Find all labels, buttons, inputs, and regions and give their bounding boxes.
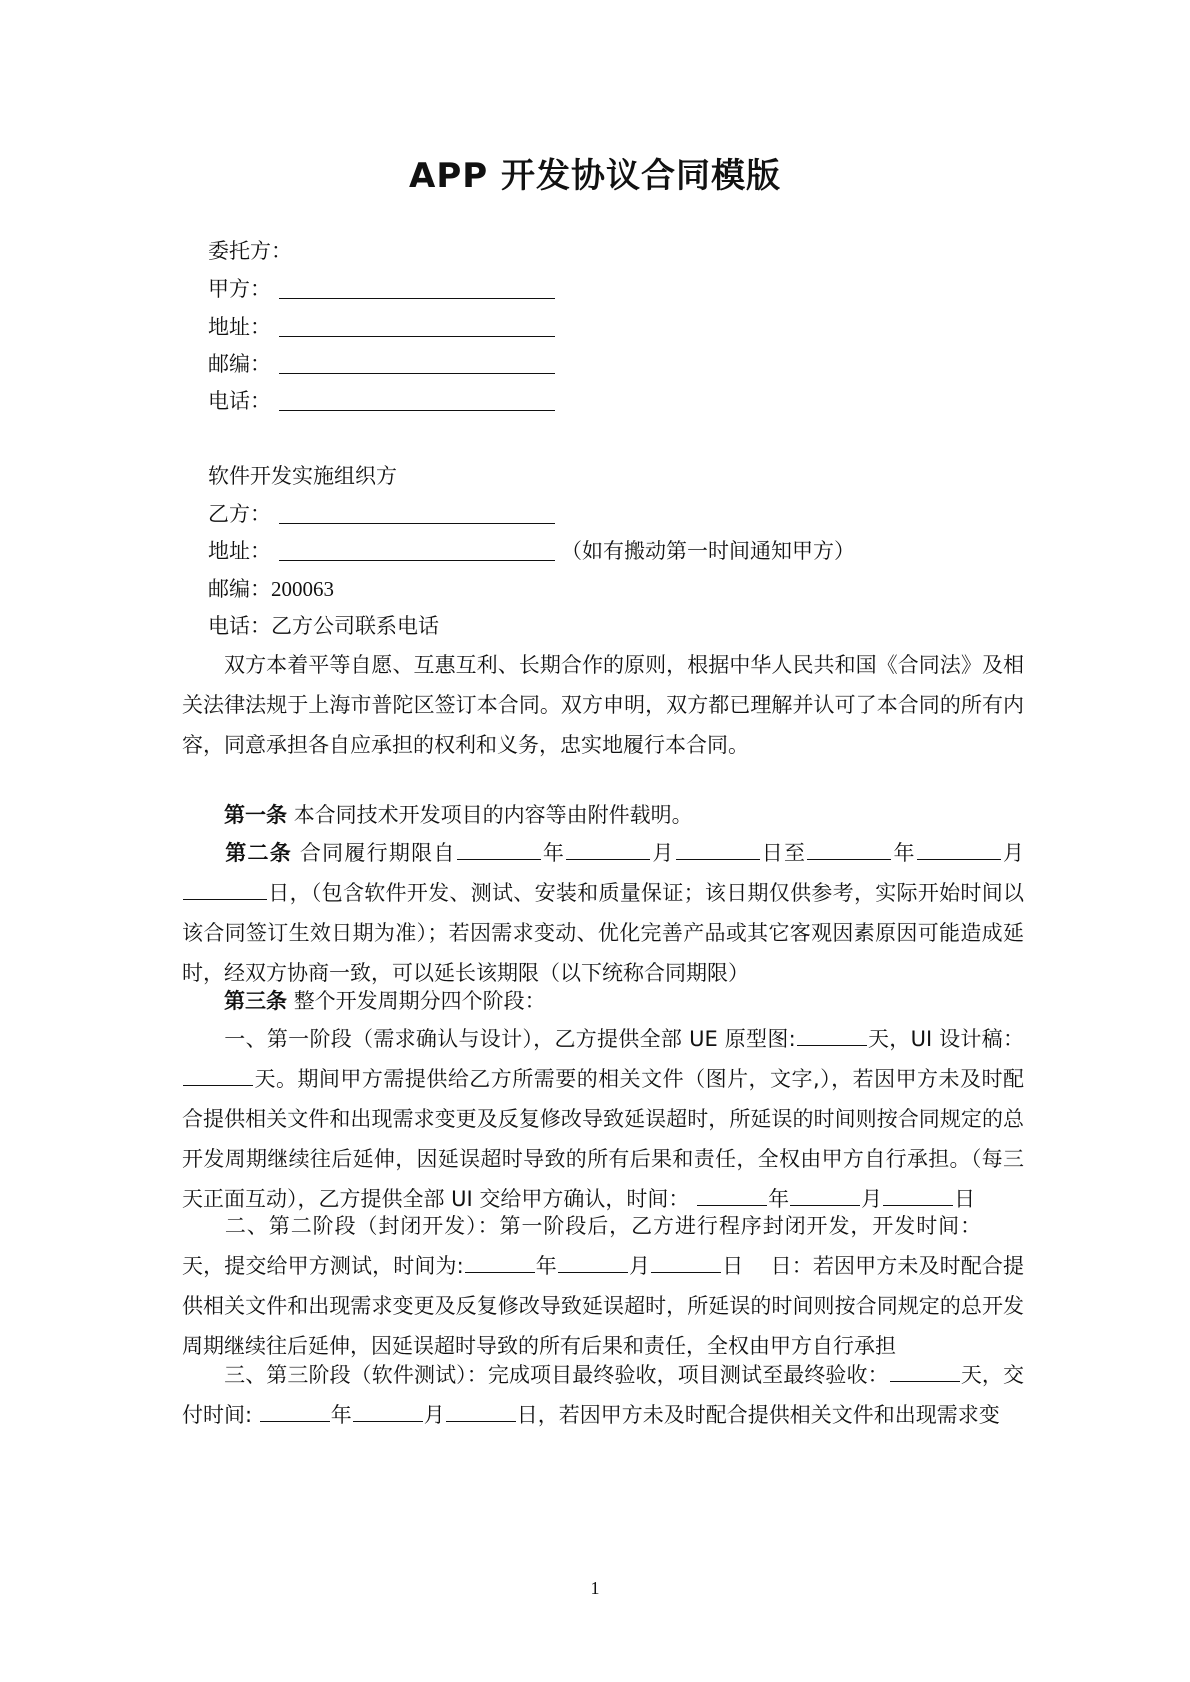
developer-phone-label: 电话： [208, 614, 271, 638]
client-phone-label: 电话： [208, 389, 271, 413]
test-year-blank[interactable] [465, 1248, 535, 1273]
client-phone-blank[interactable] [279, 409, 555, 411]
article-1-text: 本合同技术开发项目的内容等由附件载明。 [293, 803, 693, 827]
developer-postcode-label: 邮编： [208, 577, 271, 601]
developer-address-field [208, 536, 855, 566]
developer-postcode-value: 200063 [271, 577, 334, 601]
stage-1-text-b: 天，UI 设计稿： [867, 1027, 1024, 1051]
ue-days-blank[interactable] [797, 1021, 867, 1046]
article-1-label: 第一条 [224, 803, 287, 827]
article-1 [182, 795, 1024, 835]
year-unit: 年 [768, 1187, 790, 1211]
acceptance-days-blank[interactable] [890, 1357, 960, 1382]
term-end-day-blank[interactable] [183, 875, 267, 900]
client-address-label: 地址： [208, 315, 271, 339]
client-address-field [208, 312, 555, 342]
document-title: APP 开发协议合同模版 [409, 156, 781, 196]
client-heading: 委托方： [208, 239, 292, 263]
developer-party-label: 乙方： [208, 502, 271, 526]
test-month-blank[interactable] [558, 1248, 628, 1273]
stage-3 [182, 1355, 1024, 1435]
year-unit: 年 [892, 841, 916, 865]
preamble-paragraph [182, 645, 1024, 765]
developer-party-field [208, 499, 555, 529]
article-3-label: 第三条 [224, 989, 287, 1013]
developer-heading: 软件开发实施组织方 [208, 464, 397, 488]
developer-address-note: （如有搬动第一时间通知甲方） [561, 539, 855, 563]
year-unit: 年 [330, 1403, 352, 1427]
term-start-day-blank[interactable] [676, 835, 760, 860]
term-start-year-blank[interactable] [457, 835, 541, 860]
article-2 [182, 833, 1024, 993]
delivery-month-blank[interactable] [353, 1397, 423, 1422]
developer-party-blank[interactable] [279, 522, 555, 524]
article-3 [182, 981, 1024, 1021]
stage-1 [182, 1019, 1024, 1219]
stage-2-text-a: 二、第二阶段（封闭开发）：第一阶段后，乙方进行程序封闭开发，开发时间： [224, 1214, 982, 1238]
ui-confirm-day-blank[interactable] [883, 1181, 953, 1206]
month-unit: 月 [423, 1403, 445, 1427]
page-number: 1 [590, 1578, 600, 1598]
client-address-blank[interactable] [279, 335, 555, 337]
month-unit: 月 [628, 1254, 651, 1278]
developer-phone-value: 乙方公司联系电话 [271, 614, 439, 638]
stage-1-text-a: 一、第一阶段（需求确认与设计），乙方提供全部 UE 原型图: [224, 1027, 796, 1051]
developer-address-blank[interactable] [279, 559, 555, 561]
client-party-field [208, 274, 555, 304]
client-postcode-label: 邮编： [208, 352, 271, 376]
client-phone-field [208, 386, 555, 416]
ui-confirm-year-blank[interactable] [697, 1181, 767, 1206]
client-party-label: 甲方： [208, 277, 271, 301]
article-2-text-rest: 日，（包含软件开发、测试、安装和质量保证；该日期仅供参考，实际开始时间以该合同签订生效日期为准）；若因需求变动、优化完善产品或其它客观因素原因可能造成延时，经双方协商一致，可以延长该期限（以下统称合同期限） [182, 881, 1024, 985]
term-end-month-blank[interactable] [917, 835, 1001, 860]
preamble-text: 双方本着平等自愿、互惠互利、长期合作的原则，根据中华人民共和国《合同法》及相关法律法规于上海市普陀区签订本合同。双方申明，双方都已理解并认可了本合同的所有内容，同意承担各自应承担的权利和义务，忠实地履行本合同。 [182, 653, 1024, 757]
client-postcode-field [208, 349, 555, 379]
developer-phone-field [208, 611, 439, 641]
developer-postcode-field [208, 574, 334, 604]
article-3-text: 整个开发周期分四个阶段： [293, 989, 546, 1013]
stage-3-text-b: 天，交付时间: [182, 1363, 1025, 1427]
developer-address-label: 地址： [208, 539, 271, 563]
ui-days-blank[interactable] [183, 1061, 253, 1086]
year-unit: 年 [541, 841, 566, 865]
month-unit: 月 [1001, 841, 1025, 865]
year-unit: 年 [535, 1254, 557, 1278]
article-2-label: 第二条 [224, 841, 292, 865]
month-unit: 月 [651, 841, 675, 865]
to-unit: 日至 [760, 841, 807, 865]
day-unit: 日 [954, 1187, 976, 1211]
stage-1-text-c: 天。期间甲方需提供给乙方所需要的相关文件（图片，文字,），若因甲方未及时配合提供相关文件和出现需求变更及反复修改导致延误超时，所延误的时间则按合同规定的总开发周期继续往后延伸，因延误超时导致的所有后果和责任，全权由甲方自行承担。（每三天正面互动），乙方提供全部 UI 交给甲方确认，时间： [182, 1067, 1024, 1211]
dev-days-blank[interactable] [983, 1209, 1023, 1233]
term-end-year-blank[interactable] [807, 835, 891, 860]
article-2-text-start: 合同履行期限自 [299, 841, 456, 865]
stage-3-text-a: 三、第三阶段（软件测试）：完成项目最终验收，项目测试至最终验收： [224, 1363, 889, 1387]
month-unit: 月 [861, 1187, 883, 1211]
client-postcode-blank[interactable] [279, 372, 555, 374]
stage-2-text-b: 天，提交给甲方测试，时间为: [182, 1254, 464, 1278]
stage-2 [182, 1206, 1024, 1366]
client-party-blank[interactable] [279, 297, 555, 299]
term-start-month-blank[interactable] [566, 835, 650, 860]
day-unit: 日 [722, 1254, 744, 1278]
stage-2-text-c: 日：若因甲方未及时配合提供相关文件和出现需求变更及反复修改导致延误超时，所延误的时间则按合同规定的总开发周期继续往后延伸，因延误超时导致的所有后果和责任，全权由甲方自行承担 [182, 1254, 1025, 1358]
test-day-blank[interactable] [651, 1248, 721, 1273]
ui-confirm-month-blank[interactable] [790, 1181, 860, 1206]
delivery-year-blank[interactable] [260, 1397, 330, 1422]
delivery-day-blank[interactable] [446, 1397, 516, 1422]
stage-3-text-c: 日，若因甲方未及时配合提供相关文件和出现需求变 [516, 1403, 1000, 1427]
